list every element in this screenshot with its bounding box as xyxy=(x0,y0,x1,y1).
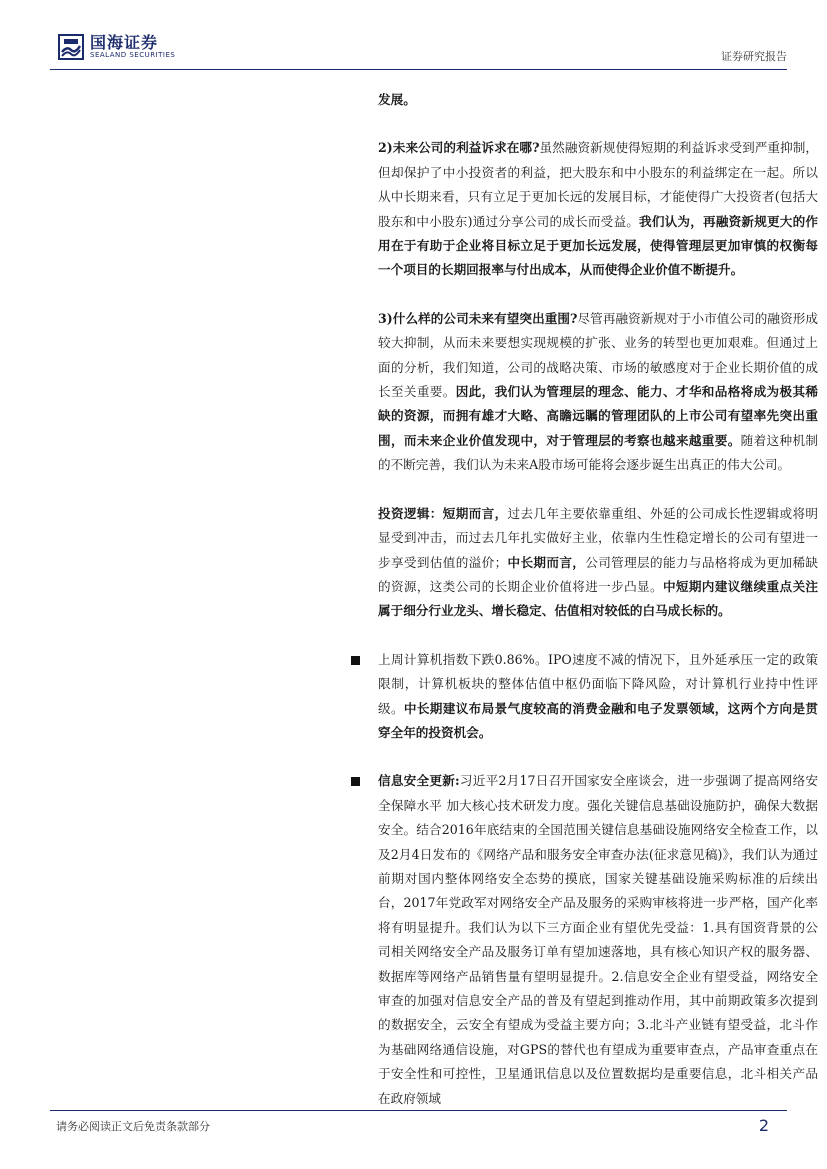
subheading-profit-demand: 2)未来公司的利益诉求在哪? xyxy=(378,140,540,156)
report-type-label: 证券研究报告 xyxy=(721,50,787,63)
paragraph-profit-demand xyxy=(378,136,818,282)
text-span: 公司管理层的能力与品格将成为更加稀缺的资源，这类公司的长期企业价值将进一步凸显。 xyxy=(378,554,819,594)
paragraph-investment-logic xyxy=(378,502,818,624)
emphasis-span: 中长期建议布局景气度较高的消费金融和电子发票领域，这两个方向是贯穿全年的投资机会。 xyxy=(378,700,819,740)
subheading-investment-logic: 投资逻辑：短期而言， xyxy=(378,505,508,521)
paragraph-index-review xyxy=(378,648,818,746)
paragraph-info-security xyxy=(378,769,818,1111)
emphasis-span: 中长期而言， xyxy=(507,554,586,570)
text-span: 虽然融资新规使得短期的利益诉求受到严重抑制，但却保护了中小投资者的利益，把大股东和中小股东的利益绑定在一起。所以从中长期来看，只有立足于更加长远的发展目标，才能使得广大投资者(包括大股东和中小股东)通过分享公司的成长而受益。 xyxy=(378,140,819,229)
emphasis-span: 因此，我们认为管理层的理念、能力、才华和品格将成为极其稀缺的资源，而拥有雄才大略、高瞻远瞩的管理团队的上市公司有望率先突出重围，而未来企业价值发现中，对于管理层的考察也越来越重要。 xyxy=(378,384,819,448)
bullet-item-index-review xyxy=(378,648,818,746)
square-bullet-icon xyxy=(351,656,360,665)
report-body xyxy=(378,88,818,1111)
square-bullet-icon xyxy=(351,777,360,786)
text-span: 随着这种机制的不断完善，我们认为未来A股市场可能将会逐步诞生出真正的伟大公司。 xyxy=(378,432,819,473)
emphasis-span: 中短期内建议继续重点关注属于细分行业龙头、增长稳定、估值相对较低的白马成长标的。 xyxy=(378,578,819,619)
page-number: 2 xyxy=(758,1116,769,1135)
logo-english-name: SEALAND SECURITIES xyxy=(90,50,176,59)
footer-disclaimer: 请务必阅读正文后免责条款部分 xyxy=(56,1120,210,1133)
text-span: 上周计算机指数下跌0.86%。IPO速度不减的情况下，且外延承压一定的政策限制，计算机板块的整体估值中枢仍面临下降风险，对计算机行业持中性评级。 xyxy=(378,651,818,716)
bullet-item-info-security xyxy=(378,769,818,1111)
company-logo xyxy=(58,34,175,60)
header-divider xyxy=(50,69,787,70)
text-span: 习近平2月17日召开国家安全座谈会，进一步强调了提高网络安全保障水平 加大核心技术研发力度。强化关键信息基础设施防护，确保大数据安全。结合2016年底结束的全国范围关键信息基础设施网络安全检查工作，以及2月4日发布的《网络产品和服务安全审查办法(征求意见稿)》，我们认为通过前期对国内整体网络安全态势的摸底，国家关键基础设施采购标准的后续出台，2017年党政军对网络安全产品及服务的采购审核将进一步严格，国产化率将有明显提升。我们认为以下三方面企业有望优先受益：1.具有国资背景的公司相关网络安全产品及服务订单有望加速落地，具有核心知识产权的服务器、数据库等网络产品销售量有望明显提升。2.信息安全企业有望受益，网络安全审查的加强对信息安全产品的普及有望起到推动作用，其中前期政策多次提到的数据安全，云安全有望成为受益主要方向；3.北斗产业链有望受益，北斗作为基础网络通信设施，对GPS的替代也有望成为重要审查点，产品审查重点在于安全性和可控性，卫星通讯信息以及位置数据均是重要信息，北斗相关产品在政府领域 xyxy=(378,773,818,1106)
text-span: 尽管再融资新规对于小市值公司的融资形成较大抑制，从而未来要想实现规模的扩张、业务的转型也更加艰难。但通过上面的分析，我们知道，公司的战略决策、市场的敏感度对于企业长期价值的成长至关重要。 xyxy=(378,310,819,400)
subheading-breakthrough: 3)什么样的公司未来有望突出重围? xyxy=(378,310,578,326)
text-span: 过去几年主要依靠重组、外延的公司成长性逻辑或将明显受到冲击，而过去几年扎实做好主业，依靠内生性稳定增长的公司有望进一步享受到估值的溢价； xyxy=(378,505,819,570)
paragraph-breakthrough-companies xyxy=(378,307,818,478)
footer-divider xyxy=(50,1110,787,1111)
subheading-info-security: 信息安全更新: xyxy=(378,773,460,789)
emphasis-span: 我们认为，再融资新规更大的作用在于有助于企业将目标立足于更加长远发展，使得管理层更加审慎的权衡每一个项目的长期回报率与付出成本，从而使得企业价值不断提升。 xyxy=(378,213,818,278)
page-header xyxy=(40,30,787,70)
sealand-logo-icon xyxy=(58,34,84,60)
paragraph-continuation: 发展。 xyxy=(378,92,416,107)
logo-chinese-name: 国海证券 xyxy=(90,32,159,52)
